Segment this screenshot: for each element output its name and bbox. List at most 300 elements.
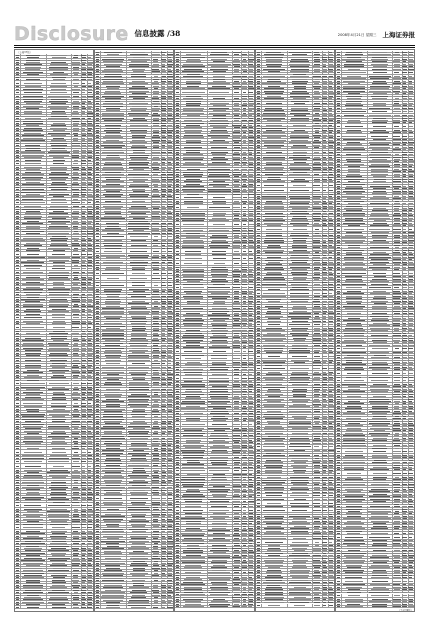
cell-text-block bbox=[88, 101, 91, 102]
cell-text-block bbox=[27, 57, 40, 58]
cell-text-block bbox=[24, 218, 41, 219]
cell-text-block bbox=[23, 289, 43, 290]
header-rule-thin bbox=[14, 47, 415, 48]
cell-text-block bbox=[16, 79, 19, 80]
cell-text-block bbox=[26, 169, 39, 170]
cell-text-block bbox=[53, 284, 64, 285]
cell-text-block bbox=[26, 294, 39, 295]
cell-text-block bbox=[73, 194, 79, 195]
cell-text-block bbox=[73, 116, 78, 117]
cell-text-block bbox=[49, 306, 69, 307]
cell-text-block bbox=[48, 279, 70, 280]
cell-text-block bbox=[23, 121, 42, 122]
cell-text-block bbox=[73, 272, 80, 273]
cell-text-block bbox=[87, 96, 92, 97]
cell-text-block bbox=[16, 309, 19, 310]
cell-text-block bbox=[88, 57, 91, 58]
cell-text-block bbox=[49, 69, 69, 70]
cell-text-block bbox=[27, 248, 39, 249]
cell-text-block bbox=[73, 292, 79, 293]
cell-text-block bbox=[72, 118, 80, 119]
cell-text-block bbox=[51, 121, 66, 122]
cell-text-block bbox=[16, 297, 19, 298]
cell-text-block bbox=[24, 206, 41, 207]
cell-text-block bbox=[16, 294, 19, 295]
cell-text-block bbox=[81, 284, 87, 285]
cell-text-block bbox=[82, 72, 86, 73]
cell-text-block bbox=[16, 145, 19, 146]
cell-text-block bbox=[81, 245, 86, 246]
cell-text-block bbox=[72, 213, 79, 214]
cell-text-block bbox=[26, 62, 41, 63]
cell-text-block bbox=[74, 240, 79, 241]
cell-text-block bbox=[82, 118, 86, 119]
cell-text-block bbox=[73, 121, 80, 122]
cell-text-block bbox=[73, 128, 79, 129]
cell-text-block bbox=[72, 327, 79, 328]
cell-text-block bbox=[26, 323, 40, 324]
cell-text-block bbox=[51, 336, 67, 337]
cell-text-block bbox=[16, 89, 19, 90]
cell-text-block bbox=[88, 202, 91, 203]
cell-text-block bbox=[16, 135, 19, 136]
cell-text-block bbox=[72, 148, 79, 149]
cell-text-block bbox=[27, 254, 39, 255]
cell-text-block bbox=[16, 108, 19, 109]
cell-text-block bbox=[51, 189, 67, 190]
cell-text-block bbox=[22, 223, 43, 224]
cell-text-block bbox=[22, 177, 43, 178]
cell-text-block bbox=[51, 297, 66, 298]
cell-text-block bbox=[82, 202, 85, 203]
cell-text-block bbox=[72, 167, 79, 168]
cell-text-block bbox=[49, 231, 68, 232]
cell-text-block bbox=[88, 86, 92, 87]
cell-text-block bbox=[16, 192, 19, 193]
cell-text-block bbox=[48, 133, 70, 134]
cell-text-block bbox=[16, 92, 19, 93]
cell-text-block bbox=[16, 184, 19, 185]
cell-text-block bbox=[21, 299, 44, 300]
cell-text-block bbox=[73, 150, 80, 151]
cell-text-block bbox=[72, 333, 79, 334]
cell-text-block bbox=[16, 196, 19, 197]
cell-text-block bbox=[73, 83, 78, 84]
cell-text-block bbox=[21, 257, 45, 258]
cell-text-block bbox=[73, 60, 79, 61]
cell-text-block bbox=[88, 211, 92, 212]
cell-text-block bbox=[82, 331, 85, 332]
cell-text-block bbox=[88, 331, 91, 332]
cell-text-block bbox=[25, 67, 42, 68]
cell-text-block bbox=[73, 108, 79, 109]
cell-text-block bbox=[51, 55, 67, 56]
cell-text-block bbox=[53, 130, 65, 131]
cell-text-block bbox=[72, 189, 79, 190]
cell-text-block bbox=[72, 216, 79, 217]
cell-text-block bbox=[81, 299, 86, 300]
cell-text-block bbox=[16, 99, 19, 100]
cell-text-block bbox=[16, 187, 19, 188]
cell-text-block bbox=[88, 106, 92, 107]
cell-text-block bbox=[50, 74, 68, 75]
cell-text-block bbox=[25, 213, 40, 214]
cell-text-block bbox=[16, 314, 19, 315]
disclosure-logo: Disclosure bbox=[14, 25, 129, 44]
cell-text-block bbox=[73, 130, 79, 131]
cell-text-block bbox=[87, 306, 92, 307]
cell-text-block bbox=[88, 179, 92, 180]
cell-text-block bbox=[72, 323, 80, 324]
cell-text-block bbox=[22, 279, 45, 280]
cell-text-block bbox=[16, 169, 19, 170]
cell-text-block bbox=[16, 111, 19, 112]
cell-text-block bbox=[16, 172, 19, 173]
cell-text-block bbox=[51, 89, 66, 90]
cell-text-block bbox=[16, 163, 19, 164]
cell-text-block bbox=[24, 265, 41, 266]
cell-text-block bbox=[16, 211, 19, 212]
cell-text-block bbox=[88, 260, 92, 261]
cell-text-block bbox=[87, 135, 92, 136]
cell-text-block bbox=[16, 236, 19, 237]
cell-text-block bbox=[49, 101, 68, 102]
cell-text-block bbox=[73, 317, 79, 318]
cell-text-block bbox=[87, 116, 93, 117]
cell-text-block bbox=[23, 321, 43, 322]
cell-text-block bbox=[81, 240, 86, 241]
cell-text-block bbox=[21, 192, 45, 193]
cell-text-block bbox=[88, 262, 92, 263]
cell-text-block bbox=[73, 284, 78, 285]
cell-text-block bbox=[25, 86, 42, 87]
cell-text-block bbox=[16, 228, 19, 229]
cell-text-block bbox=[16, 327, 19, 328]
cell-text-block bbox=[16, 317, 19, 318]
cell-text-block bbox=[51, 184, 67, 185]
cell-text-block bbox=[52, 314, 65, 315]
cell-text-block bbox=[16, 218, 19, 219]
cell-text-block bbox=[88, 143, 92, 144]
cell-text-block bbox=[72, 321, 80, 322]
cell-text-block bbox=[48, 228, 70, 229]
cell-text-block bbox=[22, 174, 44, 175]
cell-text-block bbox=[16, 254, 19, 255]
cell-text-block bbox=[16, 86, 19, 87]
cell-text-block bbox=[88, 297, 91, 298]
cell-text-block bbox=[88, 177, 91, 178]
cell-text-block bbox=[74, 160, 78, 161]
cell-text-block bbox=[51, 135, 66, 136]
cell-text-block bbox=[81, 289, 87, 290]
cell-text-block bbox=[49, 272, 69, 273]
cell-text-block bbox=[16, 160, 19, 161]
cell-text-block bbox=[26, 228, 40, 229]
cell-text-block bbox=[26, 268, 40, 269]
cell-text-block bbox=[53, 265, 65, 266]
cell-text-block bbox=[88, 327, 91, 328]
cell-text-block bbox=[74, 248, 79, 249]
cell-text-block bbox=[73, 314, 79, 315]
cell-text-block bbox=[82, 314, 85, 315]
cell-text-block bbox=[72, 202, 80, 203]
cell-text-block bbox=[24, 133, 41, 134]
cell-text-block bbox=[52, 218, 66, 219]
cell-text-block bbox=[24, 236, 41, 237]
cell-text-block bbox=[81, 336, 86, 337]
cell-text-block bbox=[49, 277, 68, 278]
cell-text-block bbox=[82, 128, 85, 129]
cell-text-block bbox=[24, 83, 42, 84]
cell-text-block bbox=[88, 83, 91, 84]
cell-text-block bbox=[88, 192, 91, 193]
cell-text-block bbox=[72, 187, 80, 188]
section-title: 信息披露 /38 bbox=[135, 29, 181, 39]
cell-text-block bbox=[16, 189, 19, 190]
cell-text-block bbox=[49, 187, 68, 188]
cell-text-block bbox=[50, 167, 68, 168]
cell-text-block bbox=[49, 304, 69, 305]
cell-text-block bbox=[16, 150, 19, 151]
cell-text-block bbox=[16, 64, 19, 65]
cell-text-block bbox=[88, 292, 91, 293]
cell-text-block bbox=[87, 294, 92, 295]
cell-text-block bbox=[82, 257, 85, 258]
cell-text-block bbox=[16, 177, 19, 178]
cell-text-block bbox=[16, 221, 19, 222]
cell-text-block bbox=[25, 150, 41, 151]
cell-text-block bbox=[72, 311, 79, 312]
cell-text-block bbox=[24, 245, 42, 246]
cell-text-block bbox=[23, 106, 44, 107]
cell-text-block bbox=[81, 228, 86, 229]
cell-text-block bbox=[16, 216, 19, 217]
cell-text-block bbox=[16, 55, 19, 56]
cell-text-block bbox=[23, 272, 43, 273]
cell-text-block bbox=[81, 243, 86, 244]
cell-text-block bbox=[25, 163, 40, 164]
cell-text-block bbox=[82, 179, 85, 180]
cell-text-block bbox=[88, 279, 92, 280]
cell-text-block bbox=[82, 157, 85, 158]
cell-text-block bbox=[24, 111, 43, 112]
cell-text-block bbox=[82, 143, 86, 144]
cell-text-block bbox=[81, 297, 86, 298]
cell-text-block bbox=[16, 123, 19, 124]
cell-text-block bbox=[23, 89, 43, 90]
cell-text-block bbox=[82, 138, 85, 139]
cell-text-block bbox=[87, 111, 92, 112]
cell-text-block bbox=[51, 223, 66, 224]
cell-text-block bbox=[49, 177, 69, 178]
cell-text-block bbox=[88, 301, 93, 302]
cell-text-block bbox=[16, 113, 19, 114]
cell-text-block bbox=[26, 103, 40, 104]
cell-text-block bbox=[24, 101, 41, 102]
cell-text-block bbox=[81, 133, 86, 134]
cell-text-block bbox=[87, 113, 92, 114]
cell-text-block bbox=[81, 260, 86, 261]
cell-text-block bbox=[82, 199, 86, 200]
cell-text-block bbox=[73, 67, 79, 68]
cell-text-block bbox=[27, 260, 39, 261]
cell-text-block bbox=[25, 145, 40, 146]
cell-text-block bbox=[22, 196, 44, 197]
cell-text-block bbox=[16, 121, 19, 122]
cell-text-block bbox=[73, 125, 78, 126]
cell-text-block bbox=[88, 336, 93, 337]
cell-text-block bbox=[53, 211, 65, 212]
cell-text-block bbox=[16, 299, 19, 300]
cell-text-block bbox=[82, 145, 86, 146]
cell-text-block bbox=[81, 99, 86, 100]
cell-text-block bbox=[88, 268, 92, 269]
cell-text-block bbox=[16, 69, 19, 70]
cell-text-block bbox=[16, 60, 19, 61]
cell-text-block bbox=[22, 327, 44, 328]
cell-text-block bbox=[48, 106, 69, 107]
cell-text-block bbox=[73, 163, 78, 164]
cell-text-block bbox=[73, 294, 79, 295]
cell-text-block bbox=[72, 196, 79, 197]
cell-text-block bbox=[26, 182, 39, 183]
cell-text-block bbox=[16, 67, 19, 68]
cell-text-block bbox=[25, 143, 41, 144]
cell-text-block bbox=[81, 123, 86, 124]
cell-text-block bbox=[74, 231, 78, 232]
cell-text-block bbox=[88, 240, 92, 241]
cell-text-block bbox=[81, 268, 86, 269]
cell-text-block bbox=[26, 314, 40, 315]
cell-text-block bbox=[50, 238, 68, 239]
cell-text-block bbox=[16, 250, 19, 251]
cell-text-block bbox=[16, 272, 19, 273]
cell-text-block bbox=[81, 172, 86, 173]
cell-text-block bbox=[26, 282, 41, 283]
cell-text-block bbox=[73, 169, 80, 170]
cell-text-block bbox=[48, 275, 69, 276]
cell-text-block bbox=[50, 169, 67, 170]
cell-text-block bbox=[16, 167, 19, 168]
cell-text-block bbox=[88, 103, 91, 104]
cell-text-block bbox=[16, 148, 19, 149]
cell-text-block bbox=[50, 143, 66, 144]
cell-text-block bbox=[73, 192, 78, 193]
cell-text-block bbox=[22, 184, 44, 185]
cell-text-block bbox=[81, 69, 86, 70]
cell-text-block bbox=[88, 128, 92, 129]
cell-text-block bbox=[88, 311, 92, 312]
cell-text-block bbox=[21, 140, 44, 141]
cell-text-block bbox=[81, 317, 86, 318]
cell-text-block bbox=[72, 287, 80, 288]
cell-text-block bbox=[16, 301, 19, 302]
cell-text-block bbox=[24, 292, 43, 293]
cell-text-block bbox=[88, 155, 92, 156]
cell-text-block bbox=[82, 294, 85, 295]
cell-text-block bbox=[88, 123, 92, 124]
cell-text-block bbox=[16, 96, 19, 97]
cell-text-block bbox=[81, 116, 86, 117]
disclosure-body bbox=[14, 49, 415, 615]
cell-text-block bbox=[52, 57, 66, 58]
cell-text-block bbox=[73, 297, 78, 298]
cell-text-block bbox=[16, 143, 19, 144]
cell-text-block bbox=[88, 213, 92, 214]
cell-text-block bbox=[82, 135, 86, 136]
cell-text-block bbox=[88, 223, 91, 224]
cell-text-block bbox=[72, 282, 80, 283]
cell-text-block bbox=[88, 138, 92, 139]
cell-text-block bbox=[26, 333, 40, 334]
cell-text-block bbox=[49, 174, 69, 175]
cell-text-block bbox=[73, 279, 79, 280]
masthead bbox=[14, 20, 415, 44]
cell-text-block bbox=[49, 294, 69, 295]
cell-text-block bbox=[27, 297, 39, 298]
cell-text-block bbox=[48, 289, 70, 290]
cell-text-block bbox=[16, 306, 19, 307]
cell-text-block bbox=[72, 223, 79, 224]
cell-text-block bbox=[82, 250, 85, 251]
cell-text-block bbox=[16, 133, 19, 134]
cell-text-block bbox=[51, 172, 66, 173]
cell-text-block bbox=[49, 292, 69, 293]
cell-text-block bbox=[88, 304, 91, 305]
cell-text-block bbox=[22, 209, 43, 210]
cell-text-block bbox=[25, 118, 41, 119]
cell-text-block bbox=[49, 226, 68, 227]
cell-text-block bbox=[87, 275, 92, 276]
cell-text-block bbox=[88, 55, 92, 56]
cell-text-block bbox=[88, 284, 91, 285]
cell-text-block bbox=[81, 96, 86, 97]
cell-text-block bbox=[73, 92, 79, 93]
cell-text-block bbox=[53, 138, 64, 139]
cell-text-block bbox=[16, 106, 19, 107]
cell-text-block bbox=[16, 130, 19, 131]
cell-text-block bbox=[16, 57, 19, 58]
cell-text-block bbox=[87, 77, 92, 78]
cell-text-block bbox=[81, 101, 87, 102]
cell-text-block bbox=[48, 233, 69, 234]
cell-text-block bbox=[16, 304, 19, 305]
cell-text-block bbox=[81, 323, 86, 324]
cell-text-block bbox=[50, 64, 68, 65]
cell-text-block bbox=[26, 125, 39, 126]
cell-text-block bbox=[82, 213, 85, 214]
cell-text-block bbox=[51, 199, 66, 200]
cell-text-block bbox=[82, 275, 86, 276]
cell-text-block bbox=[87, 194, 92, 195]
cell-text-block bbox=[16, 179, 19, 180]
cell-text-block bbox=[16, 287, 19, 288]
cell-text-block bbox=[82, 233, 86, 234]
cell-text-block bbox=[53, 282, 64, 283]
cell-text-block bbox=[25, 160, 42, 161]
cell-text-block bbox=[87, 196, 92, 197]
cell-text-block bbox=[26, 187, 39, 188]
cell-text-block bbox=[53, 163, 64, 164]
cell-text-block bbox=[73, 133, 78, 134]
cell-text-block bbox=[82, 206, 85, 207]
cell-text-block bbox=[51, 103, 66, 104]
cell-text-block bbox=[53, 123, 65, 124]
cell-text-block bbox=[23, 306, 43, 307]
cell-text-block bbox=[48, 152, 70, 153]
cell-text-block bbox=[87, 69, 92, 70]
cell-text-block bbox=[88, 245, 91, 246]
